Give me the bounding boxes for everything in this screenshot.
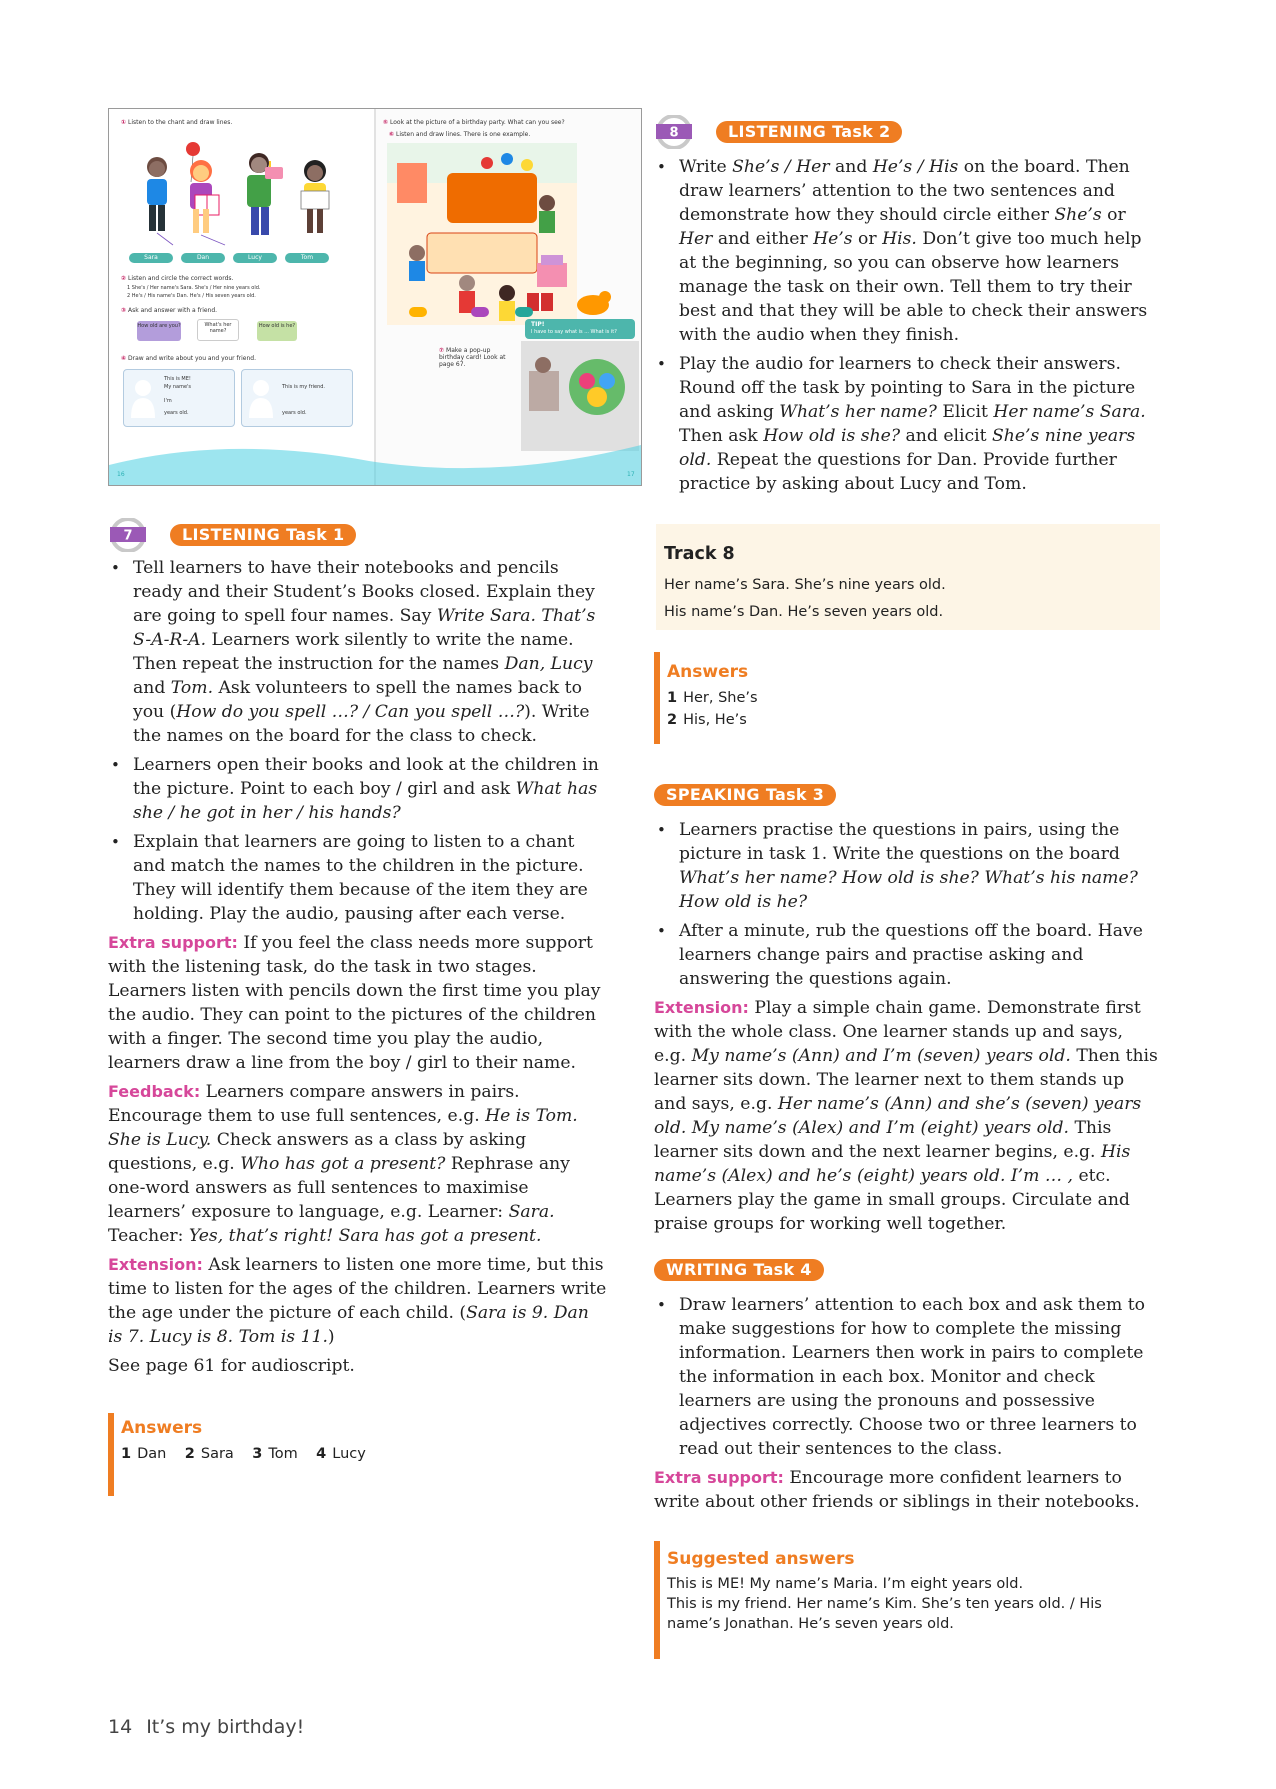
track-line-1: Her name’s Sara. She’s nine years old. <box>664 577 946 593</box>
task-3-header <box>654 784 836 806</box>
person-silhouette-icon <box>248 378 274 418</box>
task-1-answers-title: Answers <box>121 1418 203 1438</box>
task-2-label: LISTENING <box>728 122 827 141</box>
task-1-number: Task 1 <box>286 525 345 544</box>
unit-title: It’s my birthday! <box>146 1716 305 1738</box>
children-illustration <box>129 137 357 247</box>
task-2-pill <box>716 121 902 143</box>
task-2-number: Task 2 <box>832 122 891 141</box>
task-2-answers-title: Answers <box>667 662 749 682</box>
speech-bubble-1: How old are you? <box>137 321 181 341</box>
task-1-see-page: See page 61 for audioscript. <box>108 1356 355 1376</box>
tip-box: TIP! I have to say what is ... What is it? <box>525 319 635 339</box>
task-2-answers-box <box>654 652 758 744</box>
task-4-extra-support: Extra support: Encourage more confident learners to write about other friends or siblings in their notebooks. <box>654 1468 1140 1512</box>
page-number: 14 <box>108 1716 133 1738</box>
task-3-bullets <box>654 818 1160 991</box>
extra-support-label: Extra support: <box>654 1468 784 1487</box>
name-pill-lucy: Lucy <box>233 253 277 263</box>
page-footer <box>108 1716 304 1738</box>
task-3-extension: Extension: Play a simple chain game. Demonstrate first with the whole class. One learner stands up and says, e.g. My name’s (Ann) and I’m (seven) years old. Then this learner sits down. The learner next to them stands up and says, e.g. Her name’s (Ann) and she’s (seven) years old. My name’s (Alex) and I’m (eight) years old. This learner sits down and the next learner begins, e.g. His name’s (Alex) and he’s (eight) years old. I’m … , etc. Learners play the game in small groups. Circulate and praise groups for working well together. <box>654 998 1158 1234</box>
task-3-pill <box>654 784 836 806</box>
task-3-label: SPEAKING <box>666 785 760 804</box>
sb-activity-2-line-2: 2 He's / His name's Dan. He's / His seven years old. <box>127 293 256 299</box>
task-1-feedback: Feedback: Learners compare answers in pairs. Encourage them to use full sentences, e.g. He is Tom. She is Lucy. Check answers as a class by asking questions, e.g. Who has got a present? Rephrase any one-word answers as full sentences to maximise learners’ exposure to language, e.g. Learner: Sara. Teacher: Yes, that’s right! Sara has got a present. <box>108 1082 578 1246</box>
name-pill-tom: Tom <box>285 253 329 263</box>
task-4-pill <box>654 1259 824 1281</box>
person-silhouette-icon <box>130 378 156 418</box>
sb-activity-2: ② Listen and circle the correct words. <box>121 275 234 282</box>
party-name-tag-2 <box>471 307 489 317</box>
name-pill-sara: Sara <box>129 253 173 263</box>
suggested-answers-box <box>654 1541 1102 1659</box>
task-3-bullet-1: • Learners practise the questions in pairs, using the picture in task 1. Write the questions on the board What’s her name? How old is she? What’s his name? How old is he? <box>654 818 1160 914</box>
suggested-answers-title: Suggested answers <box>667 1549 855 1569</box>
extension-label: Extension: <box>108 1255 203 1274</box>
speech-bubble-3: How old is he? <box>257 321 297 341</box>
left-column <box>108 556 608 1383</box>
task-1-answers-line: 1 Dan 2 Sara 3 Tom 4 Lucy <box>121 1446 366 1462</box>
dinosaur-icon <box>573 287 613 317</box>
task-3-number: Task 3 <box>765 785 825 804</box>
task-3-bullet-2: • After a minute, rub the questions off the board. Have learners change pairs and practise asking and answering the questions again. <box>654 919 1160 991</box>
task-4-bullets <box>654 1293 1160 1461</box>
task-2-answer-1: 1 Her, She’s <box>667 690 758 706</box>
task-4-label: WRITING <box>666 1260 748 1279</box>
task-1-extra-support: Extra support: If you feel the class needs more support with the listening task, do the task in two stages. Learners listen with pencils down the first time you play the audio. They can point to the pictures of the children with a finger. The second time you play the audio, learners draw a line from the boy / girl to their name. <box>108 933 601 1073</box>
task-4-body <box>654 1293 1160 1519</box>
task-4-bullet-1: • Draw learners’ attention to each box and ask them to make suggestions for how to complete the missing information. Learners then work in pairs to complete the information in each box. Monitor and check learners are using the pronouns and possessive adjectives correctly. Choose two or three learners to read out their sentences to the class. <box>654 1293 1160 1461</box>
track-title: Track 8 <box>664 544 735 564</box>
name-pill-dan: Dan <box>181 253 225 263</box>
task-1-number-badge <box>108 518 148 552</box>
sb-activity-5: ⑤ Look at the picture of a birthday party. What can you see? <box>383 119 565 126</box>
speech-bubble-2: What's her name? <box>197 319 239 341</box>
extra-support-label: Extra support: <box>108 933 238 952</box>
sb-activity-2-line-1: 1 She's / Her name's Sara. She's / Her nine years old. <box>127 285 261 291</box>
task-3-body <box>654 818 1160 1241</box>
right-column-top <box>654 155 1160 501</box>
party-name-tag-3 <box>515 307 533 317</box>
party-name-tag-1 <box>409 307 427 317</box>
task-1-answers-box <box>108 1413 366 1496</box>
suggested-answer-line-1: This is ME! My name’s Maria. I’m eight years old. <box>667 1576 1024 1592</box>
sb-activity-6: ⑥ Listen and draw lines. There is one example. <box>389 131 531 138</box>
track-8-box <box>656 524 1160 630</box>
task-2-number-badge <box>654 115 694 149</box>
sb-activity-3: ③ Ask and answer with a friend. <box>121 307 218 314</box>
feedback-label: Feedback: <box>108 1082 201 1101</box>
task-1-bullets <box>108 556 608 926</box>
sb-activity-4: ④ Draw and write about you and your friend. <box>121 355 256 362</box>
task-2-answer-2: 2 His, He’s <box>667 712 747 728</box>
task-1-bullet-2: • Learners open their books and look at the children in the picture. Point to each boy / girl and ask What has she / he got in her / his hands? <box>108 753 608 825</box>
suggested-answer-line-3: name’s Jonathan. He’s seven years old. <box>667 1616 954 1632</box>
task-1-bullet-3: • Explain that learners are going to listen to a chant and match the names to the children in the picture. They will identify them because of the item they are holding. Play the audio, pausing after each verse. <box>108 830 608 926</box>
task-1-bullet-1: • Tell learners to have their notebooks and pencils ready and their Student’s Books closed. Explain they are going to spell four names. Say Write Sara. That’s S-A-R-A. Learners work silently to write the name. Then repeat the instruction for the names Dan, Lucy and Tom. Ask volunteers to spell the names back to you (How do you spell …? / Can you spell …?). Write the names on the board for the class to check. <box>108 556 608 748</box>
task-4-number: Task 4 <box>753 1260 812 1279</box>
write-box-friend: This is my friend. years old. <box>241 369 353 427</box>
sb-activity-7: ⑦ Make a pop-up birthday card! Look at page 67. <box>439 347 506 368</box>
suggested-answer-line-2: This is my friend. Her name’s Kim. She’s ten years old. / His <box>667 1596 1102 1612</box>
track-line-2: His name’s Dan. He’s seven years old. <box>664 604 944 620</box>
task-2-bullets <box>654 155 1160 496</box>
decorative-wave <box>109 425 641 485</box>
task-4-header <box>654 1259 824 1281</box>
task-1-extension: Extension: Ask learners to listen one more time, but this time to listen for the ages of the children. Learners write the age under the picture of each child. (Sara is 9. Dan is 7. Lucy is 8. Tom is 11.) <box>108 1255 607 1347</box>
student-book-thumbnail <box>108 108 642 486</box>
task-2-header <box>716 121 902 143</box>
task-1-badge-number: 7 <box>123 528 133 544</box>
sb-activity-1: ① Listen to the chant and draw lines. <box>121 119 233 126</box>
task-1-label: LISTENING <box>182 525 281 544</box>
task-1-pill <box>170 524 356 546</box>
task-1-header <box>170 524 356 546</box>
birthday-party-picture <box>387 143 577 325</box>
task-2-bullet-2: • Play the audio for learners to check their answers. Round off the task by pointing to Sara in the picture and asking What’s her name? Elicit Her name’s Sara. Then ask How old is she? and elicit She’s nine years old. Repeat the questions for Dan. Provide further practice by asking about Lucy and Tom. <box>654 352 1160 496</box>
task-2-bullet-1: • Write She’s / Her and He’s / His on the board. Then draw learners’ attention to the two sentences and demonstrate how they should circle either She’s or Her and either He’s or His. Don’t give too much help at the beginning, so you can observe how learners manage the task on their own. Tell them to try their best and that they will be able to check their answers with the audio when they finish. <box>654 155 1160 347</box>
task-2-badge-number: 8 <box>669 125 679 141</box>
extension-label: Extension: <box>654 998 749 1017</box>
write-box-me: This is ME! My name's I'm years old. <box>123 369 235 427</box>
